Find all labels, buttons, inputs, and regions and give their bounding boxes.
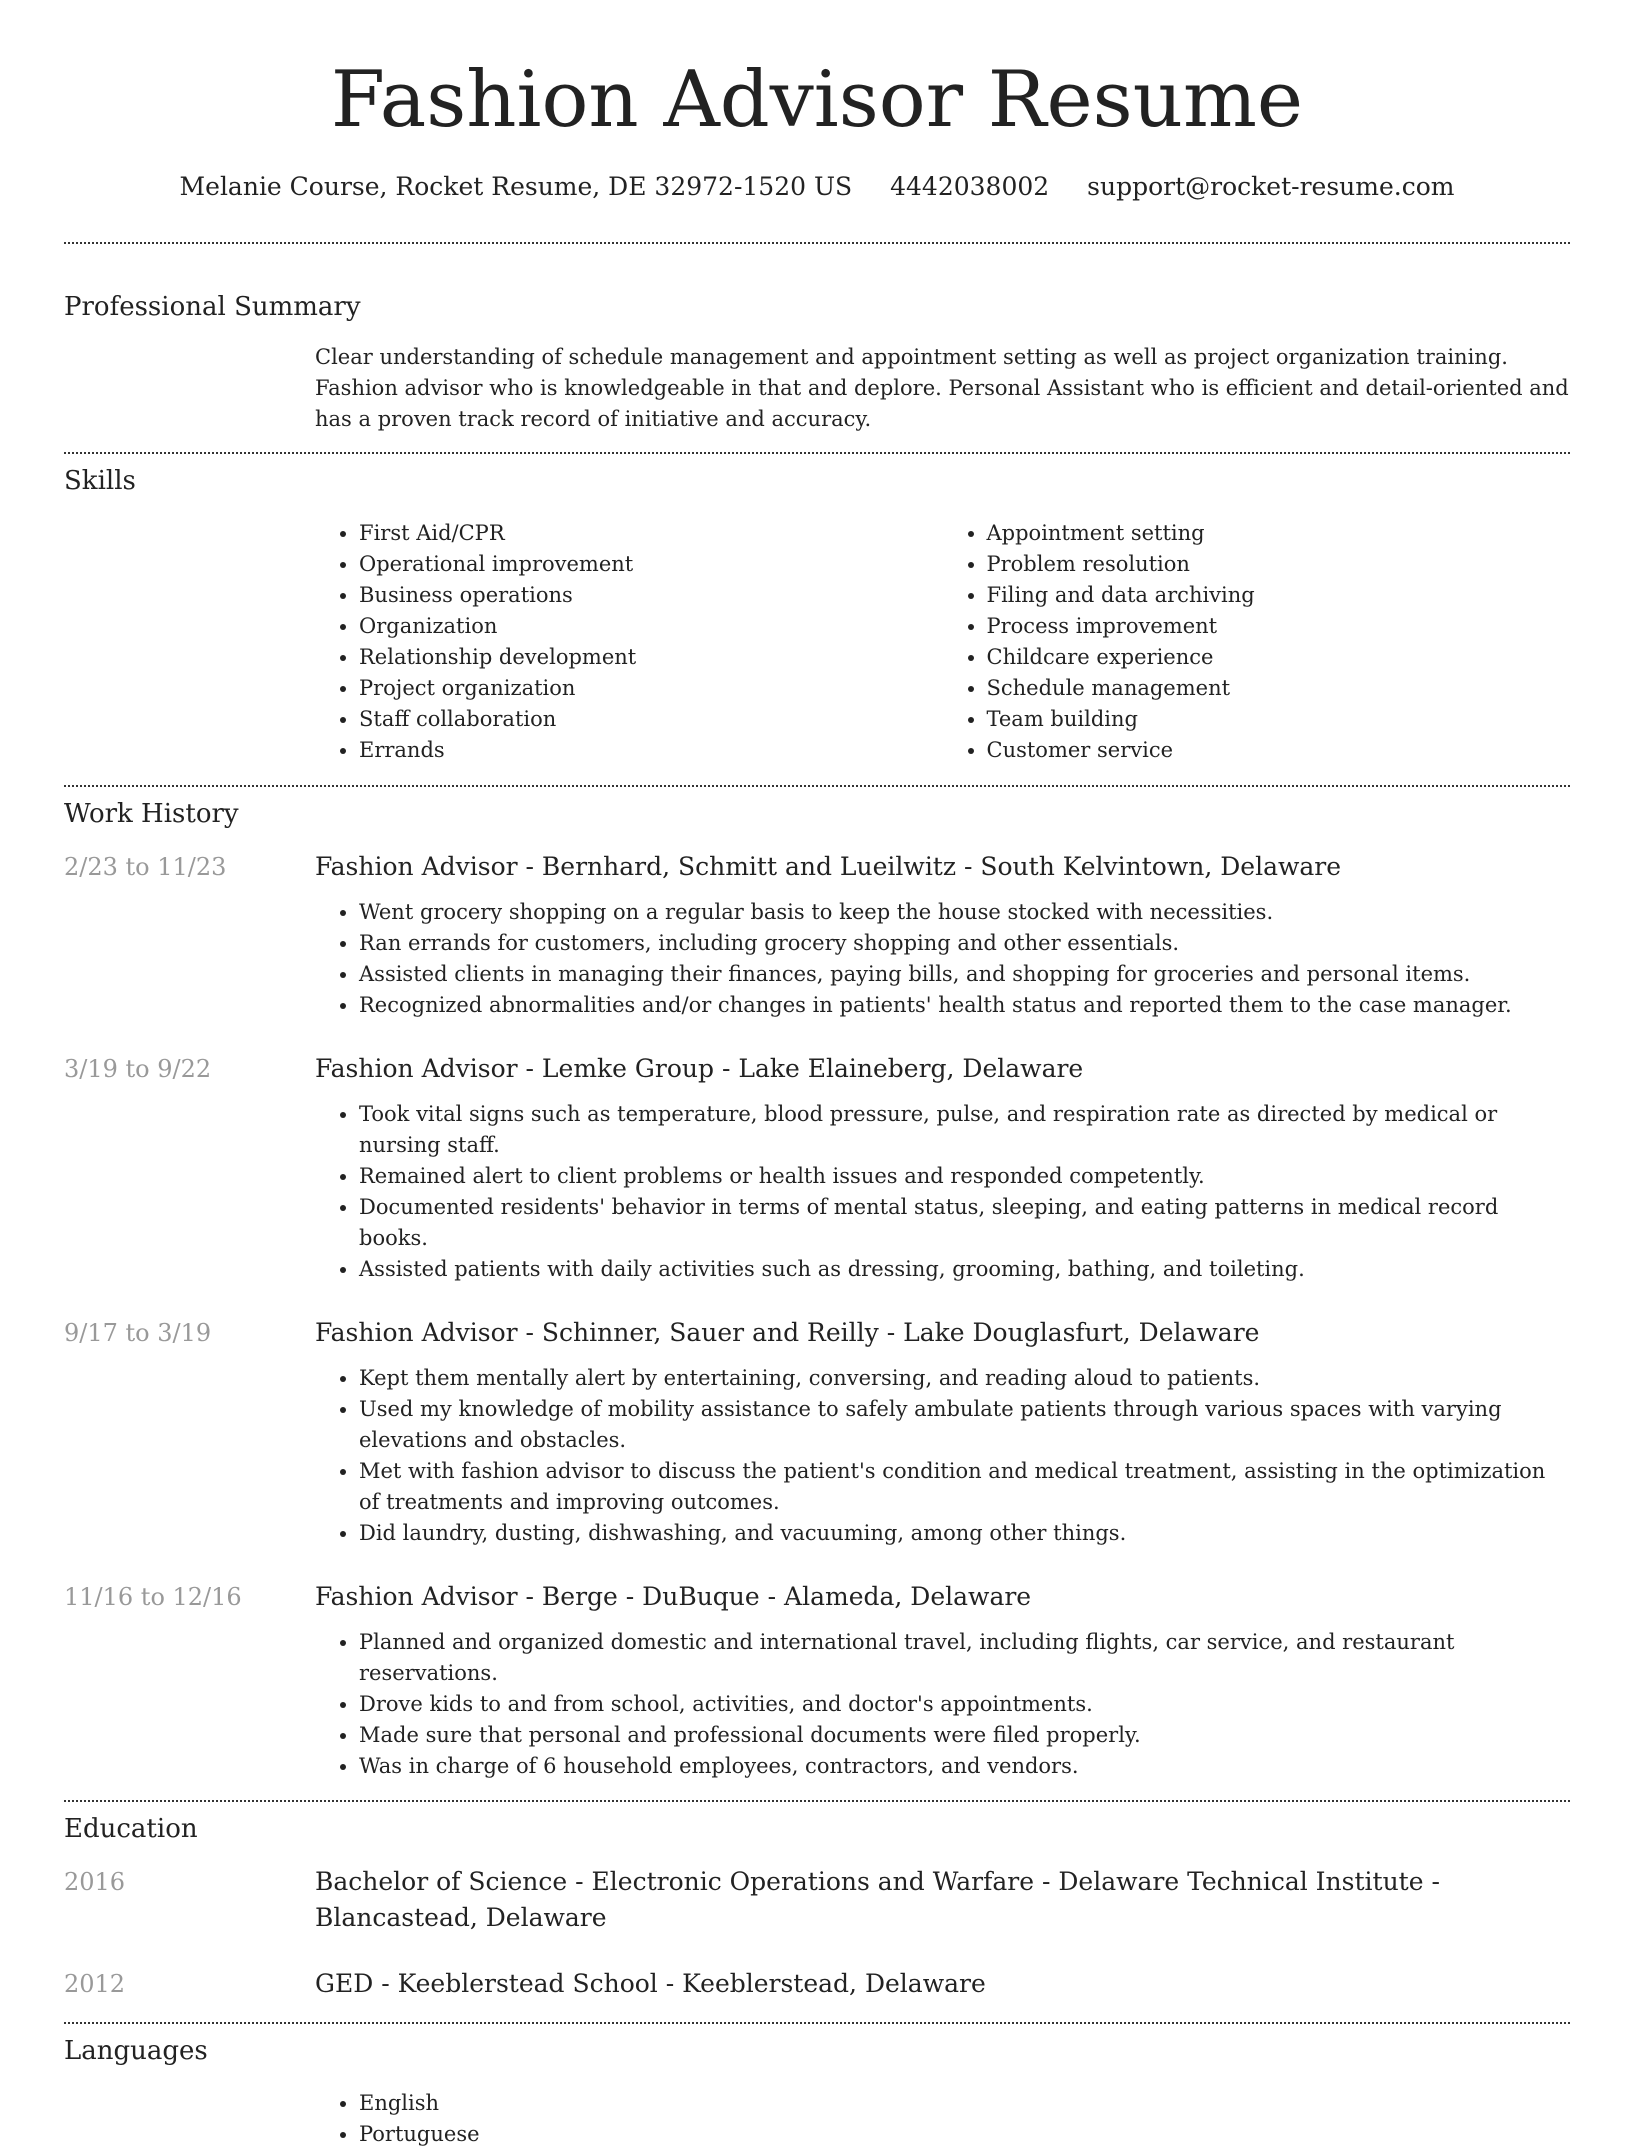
job-bullet: • Planned and organized domestic and international travel, including flights, car service, and restaurant reservations. <box>359 1627 1570 1689</box>
skill-item: • Schedule management <box>987 673 1571 704</box>
divider <box>64 1800 1570 1802</box>
job-date: 2/23 to 11/23 <box>64 853 227 881</box>
skill-item: • Childcare experience <box>987 642 1571 673</box>
section-title-languages: Languages <box>64 2036 208 2066</box>
divider <box>64 785 1570 787</box>
skill-item: • Business operations <box>359 580 943 611</box>
skills-list-right <box>943 518 1571 766</box>
job-bullets <box>315 897 1570 1021</box>
job-entry <box>64 1315 1570 1549</box>
education-heading: GED - Keeblerstead School - Keeblerstead, Delaware <box>315 1969 986 1998</box>
skill-item: • Appointment setting <box>987 518 1571 549</box>
language-item: • Portuguese <box>359 2119 1570 2150</box>
contact-line <box>64 170 1570 204</box>
languages-list <box>315 2088 1570 2150</box>
job-bullet: • Documented residents' behavior in terms of mental status, sleeping, and eating patterns in medical record books. <box>359 1192 1570 1254</box>
divider <box>64 2022 1570 2024</box>
job-bullet: • Ran errands for customers, including grocery shopping and other essentials. <box>359 928 1570 959</box>
job-entry <box>64 849 1570 1021</box>
job-bullet: • Did laundry, dusting, dishwashing, and vacuuming, among other things. <box>359 1518 1570 1549</box>
contact-email: support@rocket-resume.com <box>1087 172 1455 201</box>
skill-item: • Process improvement <box>987 611 1571 642</box>
job-date: 9/17 to 3/19 <box>64 1319 212 1347</box>
divider <box>64 452 1570 454</box>
skill-item: • Operational improvement <box>359 549 943 580</box>
job-bullet: • Made sure that personal and professional documents were filed properly. <box>359 1720 1570 1751</box>
education-heading: Bachelor of Science - Electronic Operations and Warfare - Delaware Technical Institute - Blancastead, Delaware <box>315 1867 1440 1932</box>
education-date: 2012 <box>64 1970 126 1998</box>
job-entry <box>64 1051 1570 1285</box>
work-section <box>64 797 1570 1782</box>
skill-item: • Organization <box>359 611 943 642</box>
skill-item: • Relationship development <box>359 642 943 673</box>
skill-item: • First Aid/CPR <box>359 518 943 549</box>
section-title-skills: Skills <box>64 466 136 496</box>
education-entry <box>64 1864 1570 1936</box>
job-heading: Fashion Advisor - Schinner, Sauer and Reilly - Lake Douglasfurt, Delaware <box>315 1318 1260 1347</box>
job-heading: Fashion Advisor - Lemke Group - Lake Elaineberg, Delaware <box>315 1054 1084 1083</box>
job-bullet: • Was in charge of 6 household employees, contractors, and vendors. <box>359 1751 1570 1782</box>
job-heading: Fashion Advisor - Bernhard, Schmitt and Lueilwitz - South Kelvintown, Delaware <box>315 852 1342 881</box>
job-bullet: • Took vital signs such as temperature, blood pressure, pulse, and respiration rate as directed by medical or nursing staff. <box>359 1099 1570 1161</box>
summary-text: Clear understanding of schedule management and appointment setting as well as project organization training. Fashion advisor who is knowledgeable in that and deplore. Personal Assistant who is efficient and detail-oriented and has a proven track record of initiative and accuracy. <box>315 345 1569 431</box>
job-entry <box>64 1579 1570 1782</box>
job-bullet: • Met with fashion advisor to discuss the patient's condition and medical treatment, assisting in the optimization of treatments and improving outcomes. <box>359 1456 1570 1518</box>
divider <box>64 242 1570 244</box>
education-section <box>64 1812 1570 2002</box>
job-bullet: • Used my knowledge of mobility assistance to safely ambulate patients through various spaces with varying elevations and obstacles. <box>359 1394 1570 1456</box>
skill-item: • Project organization <box>359 673 943 704</box>
language-item: • English <box>359 2088 1570 2119</box>
skill-item: • Problem resolution <box>987 549 1571 580</box>
skills-section <box>64 464 1570 766</box>
skill-item: • Customer service <box>987 735 1571 766</box>
languages-section <box>64 2034 1570 2150</box>
section-title-education: Education <box>64 1814 198 1844</box>
section-title-work: Work History <box>64 799 239 829</box>
job-bullets <box>315 1363 1570 1549</box>
job-bullet: • Assisted patients with daily activities such as dressing, grooming, bathing, and toileting. <box>359 1254 1570 1285</box>
job-bullet: • Assisted clients in managing their finances, paying bills, and shopping for groceries and personal items. <box>359 959 1570 990</box>
skill-item: • Staff collaboration <box>359 704 943 735</box>
job-date: 3/19 to 9/22 <box>64 1055 212 1083</box>
job-bullet: • Drove kids to and from school, activities, and doctor's appointments. <box>359 1689 1570 1720</box>
summary-section <box>64 290 1570 435</box>
contact-phone: 4442038002 <box>890 172 1050 201</box>
resume-title: Fashion Advisor Resume <box>330 55 1304 145</box>
job-bullet: • Kept them mentally alert by entertaining, conversing, and reading aloud to patients. <box>359 1363 1570 1394</box>
section-title-summary: Professional Summary <box>64 292 361 322</box>
skill-item: • Errands <box>359 735 943 766</box>
job-heading: Fashion Advisor - Berge - DuBuque - Alameda, Delaware <box>315 1582 1032 1611</box>
job-bullets <box>315 1099 1570 1285</box>
job-date: 11/16 to 12/16 <box>64 1583 242 1611</box>
education-entry <box>64 1966 1570 2002</box>
job-bullet: • Recognized abnormalities and/or changes in patients' health status and reported them to the case manager. <box>359 990 1570 1021</box>
skill-item: • Team building <box>987 704 1571 735</box>
job-bullet: • Went grocery shopping on a regular basis to keep the house stocked with necessities. <box>359 897 1570 928</box>
job-bullet: • Remained alert to client problems or health issues and responded competently. <box>359 1161 1570 1192</box>
skills-list-left <box>315 518 943 766</box>
skill-item: • Filing and data archiving <box>987 580 1571 611</box>
job-bullets <box>315 1627 1570 1782</box>
education-date: 2016 <box>64 1868 126 1896</box>
contact-address: Melanie Course, Rocket Resume, DE 32972-1520 US <box>179 172 853 201</box>
resume-page <box>64 0 1570 2150</box>
